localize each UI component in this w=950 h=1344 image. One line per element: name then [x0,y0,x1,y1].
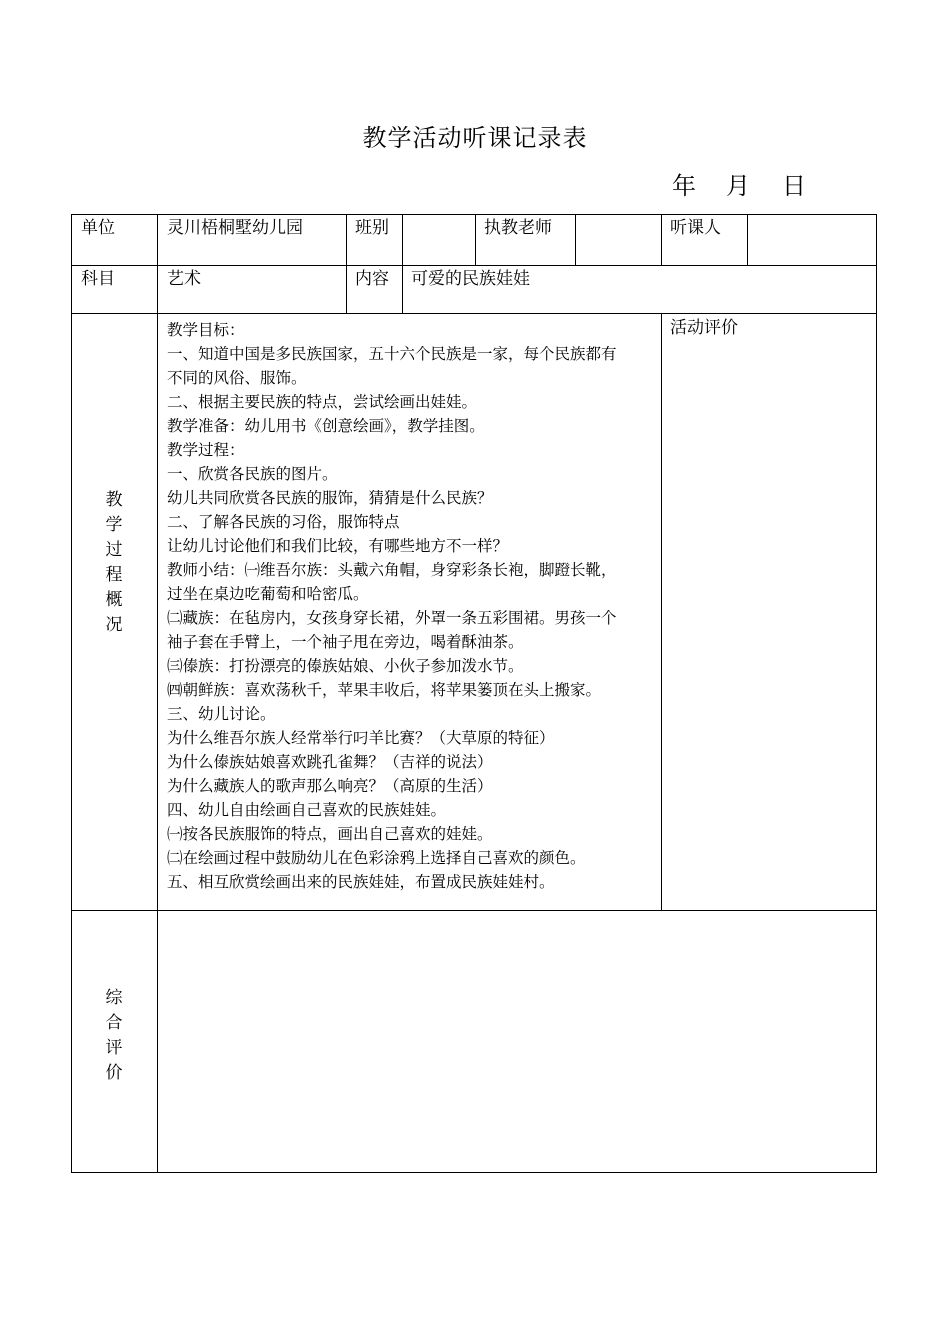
class-label: 班别 [355,218,389,238]
process-line: ㈡在绘画过程中鼓励幼儿在色彩涂鸦上选择自己喜欢的颜色。 [167,849,586,867]
process-line: 教学过程： [167,441,245,459]
content-label: 内容 [355,269,389,289]
process-line: 四、幼儿自由绘画自己喜欢的民族娃娃。 [167,801,447,819]
process-line: 教学准备：幼儿用书《创意绘画》，教学挂图。 [167,417,485,435]
subject-label: 科目 [81,269,115,289]
evaluation-label: 活动评价 [670,318,738,338]
date-day: 日 [782,172,806,200]
listener-label: 听课人 [670,218,721,238]
unit-value: 灵川梧桐墅幼儿园 [167,218,303,238]
process-line: 袖子套在手臂上，一个袖子甩在旁边，喝着酥油茶。 [167,633,524,651]
process-line: 过坐在桌边吃葡萄和哈密瓜。 [167,585,369,603]
date-line [672,166,812,201]
process-line: ㈡藏族：在毡房内，女孩身穿长裙，外罩一条五彩围裙。男孩一个 [167,609,617,627]
page-title: 教学活动听课记录表 [362,124,588,152]
process-line: 为什么藏族人的歌声那么响亮？（高原的生活） [167,777,493,795]
process-line: 不同的风俗、服饰。 [167,369,307,387]
process-line: 三、幼儿讨论。 [167,705,276,723]
date-month: 月 [726,172,750,200]
content-value: 可爱的民族娃娃 [411,269,530,289]
process-line: 让幼儿讨论他们和我们比较，有哪些地方不一样？ [167,537,509,555]
process-line: 五、相互欣赏绘画出来的民族娃娃，布置成民族娃娃村。 [167,873,555,891]
process-label: 教 学 过 程 概 况 [105,490,123,635]
process-line: 为什么维吾尔族人经常举行叼羊比赛？（大草原的特征） [167,729,555,747]
process-line: 一、知道中国是多民族国家，五十六个民族是一家，每个民族都有 [167,345,617,363]
process-line: ㈢傣族：打扮漂亮的傣族姑娘、小伙子参加泼水节。 [167,657,524,675]
process-line: 幼儿共同欣赏各民族的服饰，猜猜是什么民族？ [167,489,493,507]
process-line: ㈠按各民族服饰的特点，画出自己喜欢的娃娃。 [167,825,493,843]
process-content [167,318,659,894]
process-line: 为什么傣族姑娘喜欢跳孔雀舞？（吉祥的说法） [167,753,493,771]
teacher-label: 执教老师 [484,218,552,238]
date-year: 年 [672,172,696,200]
process-line: 教师小结：㈠维吾尔族：头戴六角帽，身穿彩条长袍，脚蹬长靴， [167,561,617,579]
process-line: 教学目标： [167,321,245,339]
unit-label: 单位 [81,218,115,238]
process-line: 二、根据主要民族的特点，尝试绘画出娃娃。 [167,393,478,411]
process-line: 一、欣赏各民族的图片。 [167,465,338,483]
process-line: ㈣朝鲜族：喜欢荡秋千，苹果丰收后，将苹果篓顶在头上搬家。 [167,681,602,699]
subject-value: 艺术 [167,269,201,289]
process-line: 二、了解各民族的习俗，服饰特点 [167,513,400,531]
summary-label: 综 合 评 价 [105,988,123,1083]
